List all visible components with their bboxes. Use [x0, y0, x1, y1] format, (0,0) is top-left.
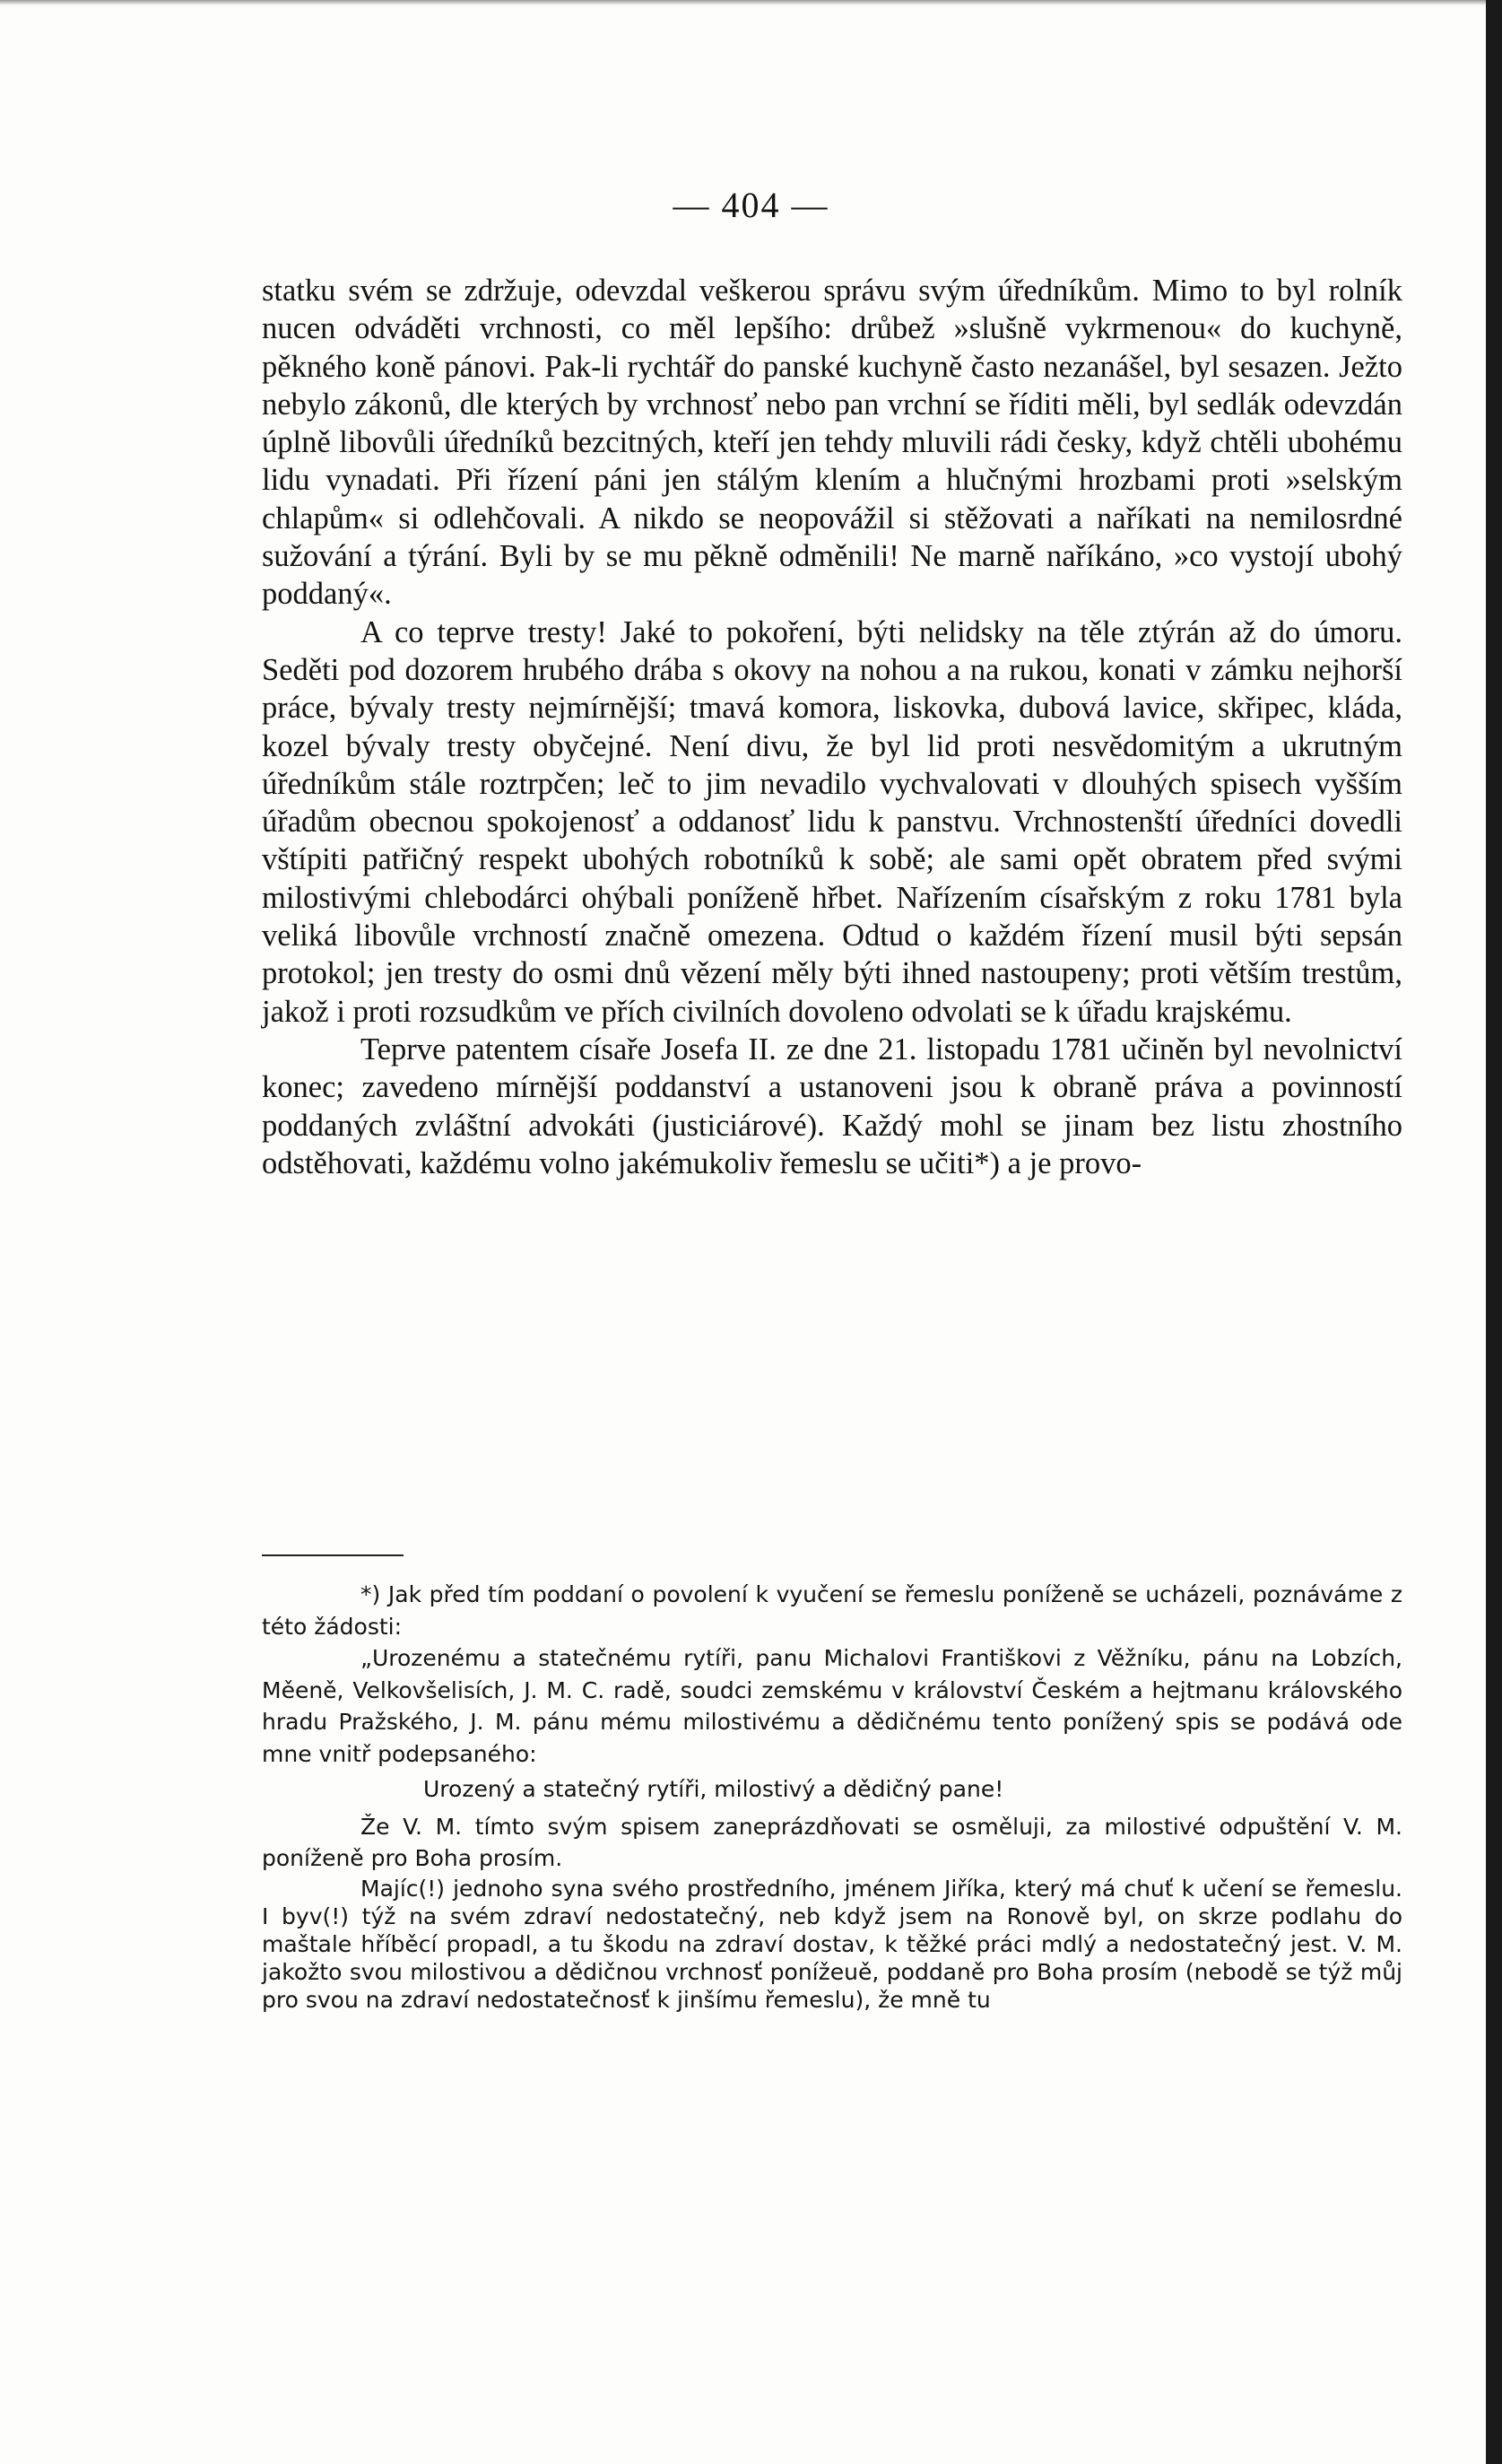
- scan-edge-right: [1486, 0, 1502, 2464]
- footnote-salutation: Urozený a statečný rytíři, milostivý a dědičný pane!: [423, 1776, 1004, 1802]
- page-number: — 404 —: [673, 185, 829, 225]
- footnote-intro: *) Jak před tím poddaní o povolení k vyučení se řemeslu poníženě se ucházeli, poznáváme z této žádosti:: [262, 1581, 1402, 1640]
- scan-edge-top: [0, 0, 1502, 5]
- paragraph-2: A co teprve tresty! Jaké to pokoření, býti nelidsky na těle ztýrán až do úmoru. Seděti pod dozorem hrubého drába s okovy na nohou a na rukou, konati v zámku nejhorší práce, bývaly tresty nejmírnější; tmavá komora, liskovka, dubová lavice, skřipec, kláda, kozel bývaly tresty obyčejné. Není divu, že byl lid proti nesvědomitým a ukrutným úředníkům stále roztrpčen; leč to jim nevadilo vychvalovati v dlouhých spisech vyšším úřadům obecnou spokojenosť a oddanosť lidu k panstvu. Vrchnostenští úředníci dovedli vštípiti patřičný respekt ubohých robotníků k sobě; ale sami opět obratem před svými milostivými chlebodárci ohýbali poníženě hřbet. Nařízením císařským z roku 1781 byla veliká libovůle vrchností značně omezena. Odtud o každém řízení musil býti sepsán protokol; jen tresty do osmi dnů vězení měly býti ihned nastoupeny; proti větším trestům, jakož i proti rozsudkům ve přích civilních dovoleno odvolati se k úřadu krajskému.: [262, 614, 1402, 1029]
- footnote-apology: Že V. M. tímto svým spisem zaneprázdňovati se osměluji, za milostivé odpuštění V. M. poníženě pro Boha prosím.: [262, 1813, 1402, 1871]
- footnote-request: Majíc(!) jednoho syna svého prostředního, jménem Jiříka, který má chuť k učení se řemeslu. I byv(!) týž na svém zdraví nedostatečný, neb když jsem na Ronově byl, on skrze podlahu do maštale hříběcí propadl, a tu škodu na zdraví dostav, k těžké práci mdlý a nedostatečný jest. V. M. jakožto svou milostivou a dědičnou vrchnosť ponížeuě, poddaně pro Boha prosím (nebodě se týž můj pro svou na zdraví nedostatečnosť k jinšímu řemeslu), že mně tu: [262, 1875, 1402, 2013]
- footnote-divider: [262, 1554, 404, 1556]
- footnote-petition-address: „Urozenému a statečnému rytíři, panu Michalovi Františkovi z Věžníku, pánu na Lobzích, Měeně, Velkovšelisích, J. M. C. radě, soudci zemskému v království Českém a hejtmanu královského hradu Pražského, J. M. pánu mému milostivému a dědičnému tento ponížený spis se podává ode mne vnitř podepsaného:: [262, 1645, 1402, 1767]
- main-text: [262, 272, 1402, 1182]
- paragraph-3: Teprve patentem císaře Josefa II. ze dne 21. listopadu 1781 učiněn byl nevolnictví konec; zavedeno mírnější poddanství a ustanoveni jsou k obraně práva a povinností poddaných zvláštní advokáti (justiciárové). Každý mohl se jinam bez listu zhostního odstěhovati, každému volno jakémukoliv řemeslu se učiti*) a je provo-: [262, 1032, 1402, 1180]
- paragraph-1: statku svém se zdržuje, odevzdal veškerou správu svým úředníkům. Mimo to byl rolník nucen odváděti vrchnosti, co měl lepšího: drůbež »slušně vykrmenou« do kuchyně, pěkného koně pánovi. Pak-li rychtář do panské kuchyně často nezanášel, byl sesazen. Ježto nebylo zákonů, dle kterých by vrchnosť nebo pan vrchní se říditi měli, byl sedlák odevzdán úplně libovůli úředníků bezcitných, kteří jen tehdy mluvili rádi česky, když chtěli ubohému lidu vynadati. Při řízení páni jen stálým klením a hlučnými hrozbami proti »selským chlapům« si odlehčovali. A nikdo se neopovážil si stěžovati a naříkati na nemilosrdné sužování a týrání. Byli by se mu pěkně odměnili! Ne marně naříkáno, »co vystojí ubohý poddaný«.: [262, 274, 1402, 612]
- footnotes: [262, 1579, 1402, 2014]
